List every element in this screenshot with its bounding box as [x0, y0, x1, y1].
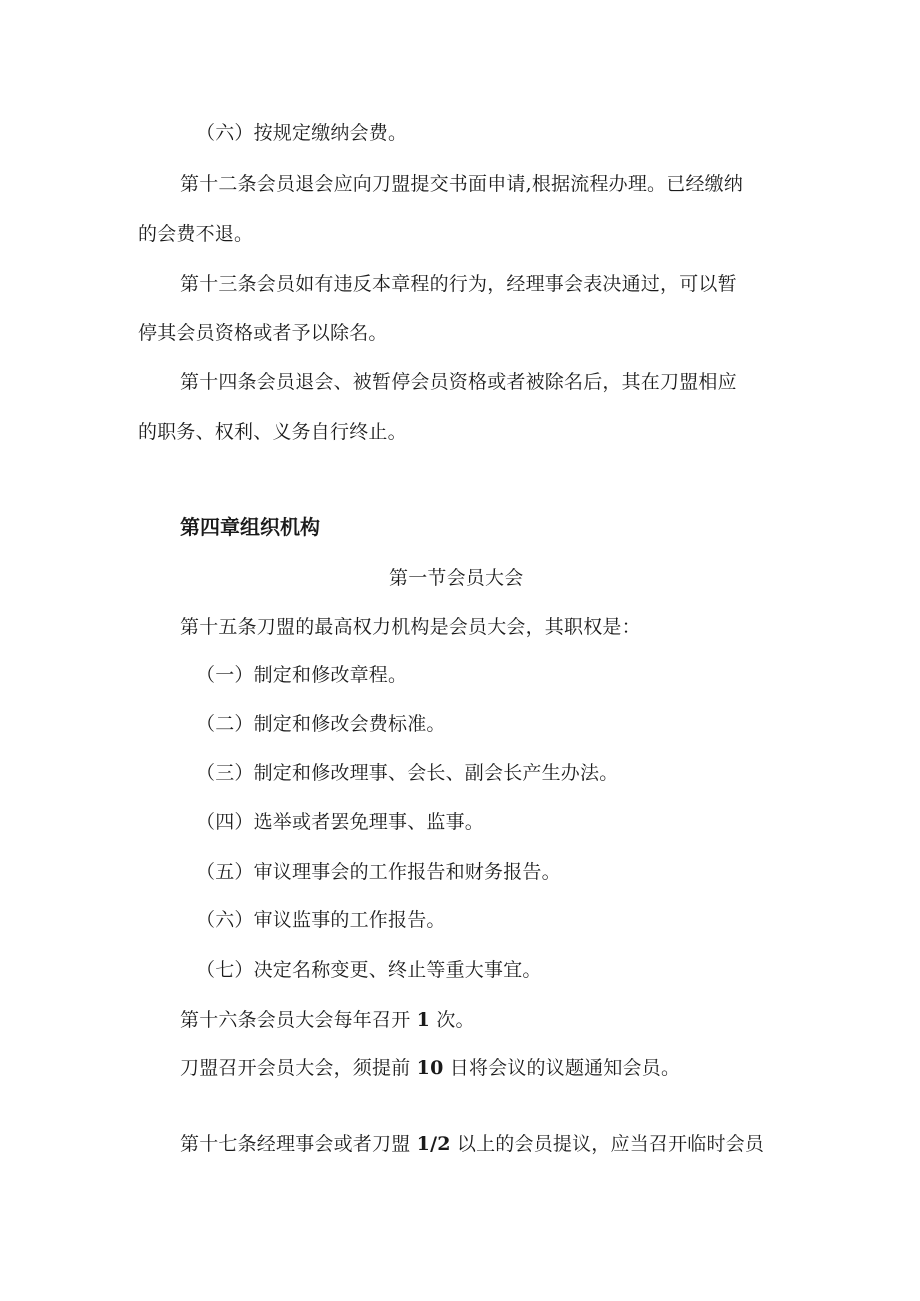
article-16-number: 1 — [416, 1009, 431, 1031]
article-16-prefix: 第十六条会员大会每年召开 — [180, 1009, 411, 1031]
meeting-notice-suffix: 日将会议的议题通知会员。 — [449, 1057, 681, 1079]
article-14-line-2: 的职务、权利、义务自行终止。 — [138, 421, 407, 443]
article-13-line-1: 第十三条会员如有违反本章程的行为，经理事会表决通过，可以暂 — [180, 273, 737, 295]
meeting-notice-number: 10 — [416, 1057, 444, 1079]
article-15: 第十五条刀盟的最高权力机构是会员大会，其职权是： — [180, 616, 641, 638]
meeting-notice — [180, 1056, 680, 1080]
section-title: 第一节会员大会 — [389, 567, 524, 589]
meeting-notice-prefix: 刀盟召开会员大会，须提前 — [180, 1057, 411, 1079]
article-14-line-1: 第十四条会员退会、被暂停会员资格或者被除名后，其在刀盟相应 — [180, 371, 737, 393]
chapter-title: 第四章组织机构 — [180, 515, 320, 539]
article-15-item-6: （六）审议监事的工作报告。 — [196, 909, 446, 931]
article-16 — [180, 1008, 475, 1032]
item-pay-fees: （六）按规定缴纳会费。 — [196, 122, 408, 144]
article-15-item-4: （四）选举或者罢免理事、监事。 — [196, 811, 485, 833]
article-17-suffix: 以上的会员提议，应当召开临时会员 — [456, 1133, 765, 1155]
article-17-prefix: 第十七条经理事会或者刀盟 — [180, 1133, 411, 1155]
article-17-number: 1/2 — [416, 1133, 451, 1155]
article-12-line-1: 第十二条会员退会应向刀盟提交书面申请,根据流程办理。已经缴纳 — [180, 173, 744, 195]
article-15-item-5: （五）审议理事会的工作报告和财务报告。 — [196, 861, 561, 883]
article-17-line-1 — [180, 1132, 764, 1156]
article-15-item-2: （二）制定和修改会费标准。 — [196, 713, 446, 735]
article-12-line-2: 的会费不退。 — [138, 223, 254, 245]
article-15-item-1: （一）制定和修改章程。 — [196, 664, 408, 686]
article-15-item-7: （七）决定名称变更、终止等重大事宜。 — [196, 959, 542, 981]
article-16-suffix: 次。 — [436, 1009, 475, 1031]
article-13-line-2: 停其会员资格或者予以除名。 — [138, 322, 388, 344]
article-15-item-3: （三）制定和修改理事、会长、副会长产生办法。 — [196, 762, 619, 784]
